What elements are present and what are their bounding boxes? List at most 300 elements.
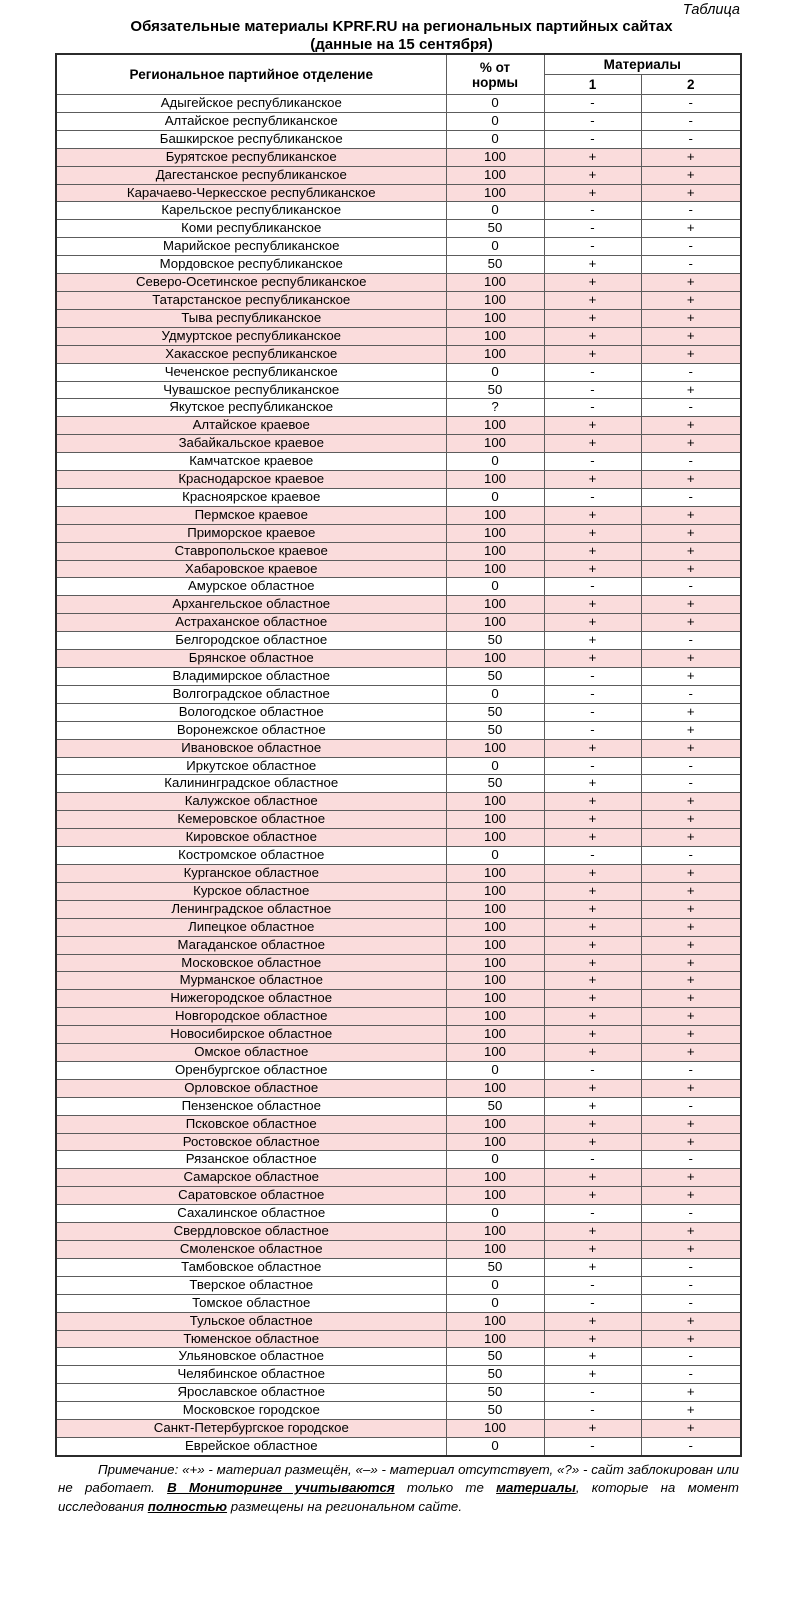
percent-cell: 100 [446,972,544,990]
table-row [56,524,741,542]
region-cell: Калужское областное [56,793,446,811]
material1-cell: + [544,990,641,1008]
material2-cell: + [641,309,741,327]
material2-cell: + [641,1420,741,1438]
region-cell: Рязанское областное [56,1151,446,1169]
material2-cell: + [641,274,741,292]
percent-cell: 50 [446,381,544,399]
table-row [56,1366,741,1384]
material1-cell: + [544,1187,641,1205]
table-row [56,148,741,166]
material2-cell: - [641,1151,741,1169]
material2-cell: - [641,632,741,650]
region-cell: Приморское краевое [56,524,446,542]
material2-cell: + [641,668,741,686]
material1-cell: - [544,238,641,256]
region-cell: Еврейское областное [56,1437,446,1455]
percent-cell: 100 [446,327,544,345]
region-cell: Тюменское областное [56,1330,446,1348]
material2-cell: + [641,506,741,524]
column-header-percent-line2: нормы [472,74,518,90]
column-header-percent-line1: % от [479,59,511,75]
table-row [56,399,741,417]
material1-cell: + [544,345,641,363]
percent-cell: 0 [446,847,544,865]
table-row [56,1294,741,1312]
note-emphasis: материалы [496,1480,576,1496]
region-cell: Белгородское областное [56,632,446,650]
table-row [56,864,741,882]
percent-cell: 100 [446,1044,544,1062]
table-header-row-1 [56,54,741,75]
region-cell: Краснодарское краевое [56,471,446,489]
region-cell: Амурское областное [56,578,446,596]
region-cell: Пензенское областное [56,1097,446,1115]
material2-cell: + [641,542,741,560]
material2-cell: - [641,685,741,703]
percent-cell: 100 [446,542,544,560]
region-cell: Кировское областное [56,829,446,847]
material1-cell: + [544,1044,641,1062]
percent-cell: ? [446,399,544,417]
region-cell: Камчатское краевое [56,453,446,471]
percent-cell: 0 [446,202,544,220]
table-row [56,829,741,847]
table-row [56,184,741,202]
material2-cell: - [641,847,741,865]
region-cell: Самарское областное [56,1169,446,1187]
material1-cell: + [544,936,641,954]
region-cell: Тыва республиканское [56,309,446,327]
material1-cell: - [544,847,641,865]
percent-cell: 100 [446,990,544,1008]
percent-cell: 100 [446,829,544,847]
material1-cell: - [544,757,641,775]
table-row [56,220,741,238]
table-row [56,578,741,596]
percent-cell: 100 [446,1223,544,1241]
percent-cell: 100 [446,954,544,972]
material1-cell: + [544,775,641,793]
table-row [56,632,741,650]
material2-cell: + [641,435,741,453]
material1-cell: - [544,488,641,506]
material2-cell: + [641,220,741,238]
column-header-material-2: 2 [641,75,741,95]
material1-cell: - [544,1294,641,1312]
table-row [56,1402,741,1420]
page-subtitle: (данные на 15 сентября) [310,35,493,53]
material1-cell: - [544,1437,641,1455]
material2-cell: + [641,1008,741,1026]
table-row [56,1169,741,1187]
table-row [56,1420,741,1438]
table-caption-label: Таблица [682,2,740,18]
material2-cell: + [641,184,741,202]
material2-cell: - [641,1258,741,1276]
material2-cell: + [641,811,741,829]
material2-cell: - [641,202,741,220]
percent-cell: 100 [446,614,544,632]
note-emphasis: В Мониторинге учитываются [167,1480,395,1496]
percent-cell: 50 [446,220,544,238]
table-row [56,291,741,309]
region-cell: Пермское краевое [56,506,446,524]
table-row [56,703,741,721]
material1-cell: - [544,381,641,399]
table-row [56,1115,741,1133]
region-cell: Архангельское областное [56,596,446,614]
table-row [56,560,741,578]
table-row [56,596,741,614]
material1-cell: - [544,721,641,739]
region-cell: Кемеровское областное [56,811,446,829]
material2-cell: + [641,1026,741,1044]
material1-cell: - [544,1384,641,1402]
table-row [56,1348,741,1366]
material2-cell: + [641,882,741,900]
table-row [56,256,741,274]
region-cell: Алтайское республиканское [56,112,446,130]
material2-cell: + [641,1133,741,1151]
material2-cell: - [641,1205,741,1223]
material2-cell: - [641,1276,741,1294]
material1-cell: + [544,1223,641,1241]
region-cell: Челябинское областное [56,1366,446,1384]
region-cell: Тульское областное [56,1312,446,1330]
material1-cell: - [544,1402,641,1420]
table-row [56,417,741,435]
table-row [56,739,741,757]
region-cell: Хабаровское краевое [56,560,446,578]
table-row [56,1008,741,1026]
material2-cell: - [641,130,741,148]
region-cell: Ивановское областное [56,739,446,757]
table-row [56,453,741,471]
region-cell: Нижегородское областное [56,990,446,1008]
material2-cell: + [641,954,741,972]
material2-cell: + [641,650,741,668]
table-row [56,614,741,632]
material1-cell: + [544,471,641,489]
table-row [56,1437,741,1455]
table-row [56,327,741,345]
material2-cell: + [641,1044,741,1062]
material1-cell: + [544,1241,641,1259]
table-row [56,1330,741,1348]
material2-cell: - [641,453,741,471]
percent-cell: 50 [446,1384,544,1402]
region-cell: Тамбовское областное [56,1258,446,1276]
table-row [56,488,741,506]
percent-cell: 100 [446,560,544,578]
material2-cell: + [641,703,741,721]
table-row [56,650,741,668]
material2-cell: - [641,578,741,596]
percent-cell: 100 [446,811,544,829]
table-row [56,363,741,381]
region-cell: Московское городское [56,1402,446,1420]
material1-cell: - [544,1276,641,1294]
table-row [56,900,741,918]
region-cell: Томское областное [56,1294,446,1312]
percent-cell: 100 [446,471,544,489]
table-body [56,95,741,1456]
region-cell: Омское областное [56,1044,446,1062]
percent-cell: 100 [446,918,544,936]
percent-cell: 100 [446,882,544,900]
percent-cell: 50 [446,668,544,686]
material1-cell: + [544,148,641,166]
percent-cell: 50 [446,1402,544,1420]
region-cell: Ростовское областное [56,1133,446,1151]
region-cell: Чеченское республиканское [56,363,446,381]
percent-cell: 0 [446,363,544,381]
column-header-percent [446,54,544,95]
material1-cell: - [544,95,641,113]
table-row [56,1241,741,1259]
region-cell: Забайкальское краевое [56,435,446,453]
material1-cell: - [544,202,641,220]
note-fragment: , которые на момент исследования [58,1480,739,1515]
region-cell: Астраханское областное [56,614,446,632]
material2-cell: + [641,471,741,489]
region-cell: Сахалинское областное [56,1205,446,1223]
percent-cell: 0 [446,488,544,506]
material1-cell: + [544,309,641,327]
percent-cell: 100 [446,309,544,327]
table-row [56,721,741,739]
material2-cell: - [641,1437,741,1455]
percent-cell: 0 [446,1151,544,1169]
region-cell: Адыгейское республиканское [56,95,446,113]
table-row [56,309,741,327]
region-cell: Бурятское республиканское [56,148,446,166]
material1-cell: - [544,578,641,596]
material2-cell: - [641,1348,741,1366]
material1-cell: + [544,811,641,829]
material2-cell: + [641,1241,741,1259]
table-row [56,1097,741,1115]
material1-cell: + [544,1079,641,1097]
percent-cell: 50 [446,1366,544,1384]
material1-cell: + [544,166,641,184]
material1-cell: - [544,130,641,148]
percent-cell: 100 [446,506,544,524]
material1-cell: + [544,291,641,309]
material1-cell: + [544,739,641,757]
region-cell: Вологодское областное [56,703,446,721]
region-cell: Орловское областное [56,1079,446,1097]
material1-cell: + [544,1420,641,1438]
region-cell: Владимирское областное [56,668,446,686]
percent-cell: 100 [446,166,544,184]
table-row [56,542,741,560]
percent-cell: 0 [446,238,544,256]
percent-cell: 100 [446,417,544,435]
material2-cell: + [641,721,741,739]
material1-cell: + [544,650,641,668]
table-row [56,274,741,292]
material2-cell: + [641,936,741,954]
material1-cell: + [544,1366,641,1384]
material2-cell: + [641,524,741,542]
region-cell: Волгоградское областное [56,685,446,703]
percent-cell: 100 [446,864,544,882]
material2-cell: + [641,381,741,399]
region-cell: Дагестанское республиканское [56,166,446,184]
percent-cell: 0 [446,1276,544,1294]
material2-cell: - [641,488,741,506]
material2-cell: - [641,112,741,130]
column-header-material-1: 1 [544,75,641,95]
material1-cell: + [544,1312,641,1330]
percent-cell: 50 [446,1097,544,1115]
percent-cell: 0 [446,685,544,703]
material1-cell: + [544,524,641,542]
material1-cell: - [544,1205,641,1223]
percent-cell: 100 [446,345,544,363]
region-cell: Северо-Осетинское республиканское [56,274,446,292]
percent-cell: 100 [446,148,544,166]
percent-cell: 0 [446,95,544,113]
percent-cell: 0 [446,1437,544,1455]
material2-cell: - [641,1366,741,1384]
material2-cell: + [641,1402,741,1420]
region-cell: Курганское областное [56,864,446,882]
material2-cell: + [641,918,741,936]
table-row [56,112,741,130]
region-cell: Ставропольское краевое [56,542,446,560]
material2-cell: + [641,990,741,1008]
table-row [56,882,741,900]
material1-cell: - [544,363,641,381]
table-row [56,95,741,113]
material2-cell: - [641,1097,741,1115]
material1-cell: + [544,632,641,650]
material2-cell: + [641,1115,741,1133]
material1-cell: + [544,1348,641,1366]
region-cell: Алтайское краевое [56,417,446,435]
material1-cell: + [544,972,641,990]
table-row [56,1133,741,1151]
percent-cell: 100 [446,1008,544,1026]
material2-cell: + [641,596,741,614]
note-emphasis: полностью [147,1499,228,1515]
material1-cell: + [544,954,641,972]
material2-cell: - [641,95,741,113]
percent-cell: 100 [446,793,544,811]
region-cell: Красноярское краевое [56,488,446,506]
material2-cell: + [641,1312,741,1330]
table-row [56,1276,741,1294]
table-row [56,685,741,703]
material2-cell: - [641,775,741,793]
region-cell: Карачаево-Черкесское республиканское [56,184,446,202]
material1-cell: - [544,668,641,686]
material1-cell: + [544,256,641,274]
page-title: Обязательные материалы KPRF.RU на региональных партийных сайтах [130,18,673,35]
material1-cell: - [544,685,641,703]
table-row [56,381,741,399]
region-cell: Башкирское республиканское [56,130,446,148]
material2-cell: - [641,757,741,775]
table-row [56,793,741,811]
region-cell: Тверское областное [56,1276,446,1294]
material1-cell: + [544,1026,641,1044]
region-cell: Смоленское областное [56,1241,446,1259]
region-cell: Костромское областное [56,847,446,865]
region-cell: Мурманское областное [56,972,446,990]
material1-cell: + [544,506,641,524]
percent-cell: 50 [446,703,544,721]
percent-cell: 0 [446,1061,544,1079]
region-cell: Калининградское областное [56,775,446,793]
percent-cell: 100 [446,739,544,757]
material1-cell: + [544,1169,641,1187]
region-cell: Ульяновское областное [56,1348,446,1366]
material1-cell: + [544,864,641,882]
material1-cell: + [544,560,641,578]
table-row [56,775,741,793]
table-row [56,811,741,829]
percent-cell: 100 [446,291,544,309]
material2-cell: + [641,1330,741,1348]
percent-cell: 0 [446,1205,544,1223]
percent-cell: 100 [446,1241,544,1259]
material1-cell: + [544,435,641,453]
table-row [56,202,741,220]
material2-cell: - [641,238,741,256]
percent-cell: 50 [446,632,544,650]
region-cell: Санкт-Петербургское городское [56,1420,446,1438]
note-text [58,1461,739,1517]
table-row [56,1187,741,1205]
material1-cell: + [544,614,641,632]
material2-cell: - [641,1061,741,1079]
table-row [56,345,741,363]
material1-cell: + [544,1133,641,1151]
material1-cell: + [544,184,641,202]
percent-cell: 100 [446,596,544,614]
table-row [56,1044,741,1062]
percent-cell: 100 [446,1420,544,1438]
region-cell: Татарстанское республиканское [56,291,446,309]
table-row [56,990,741,1008]
percent-cell: 100 [446,274,544,292]
percent-cell: 50 [446,775,544,793]
percent-cell: 0 [446,112,544,130]
note-fragment: размещены на региональном сайте. [227,1499,463,1515]
percent-cell: 100 [446,1133,544,1151]
region-cell: Ярославское областное [56,1384,446,1402]
region-cell: Саратовское областное [56,1187,446,1205]
region-cell: Оренбургское областное [56,1061,446,1079]
percent-cell: 0 [446,757,544,775]
region-cell: Новосибирское областное [56,1026,446,1044]
region-cell: Марийское республиканское [56,238,446,256]
column-header-region: Региональное партийное отделение [56,54,446,95]
table-row [56,435,741,453]
material2-cell: + [641,417,741,435]
percent-cell: 100 [446,1115,544,1133]
material2-cell: + [641,900,741,918]
material1-cell: + [544,1258,641,1276]
percent-cell: 100 [446,650,544,668]
material2-cell: - [641,363,741,381]
material2-cell: + [641,166,741,184]
region-cell: Якутское республиканское [56,399,446,417]
